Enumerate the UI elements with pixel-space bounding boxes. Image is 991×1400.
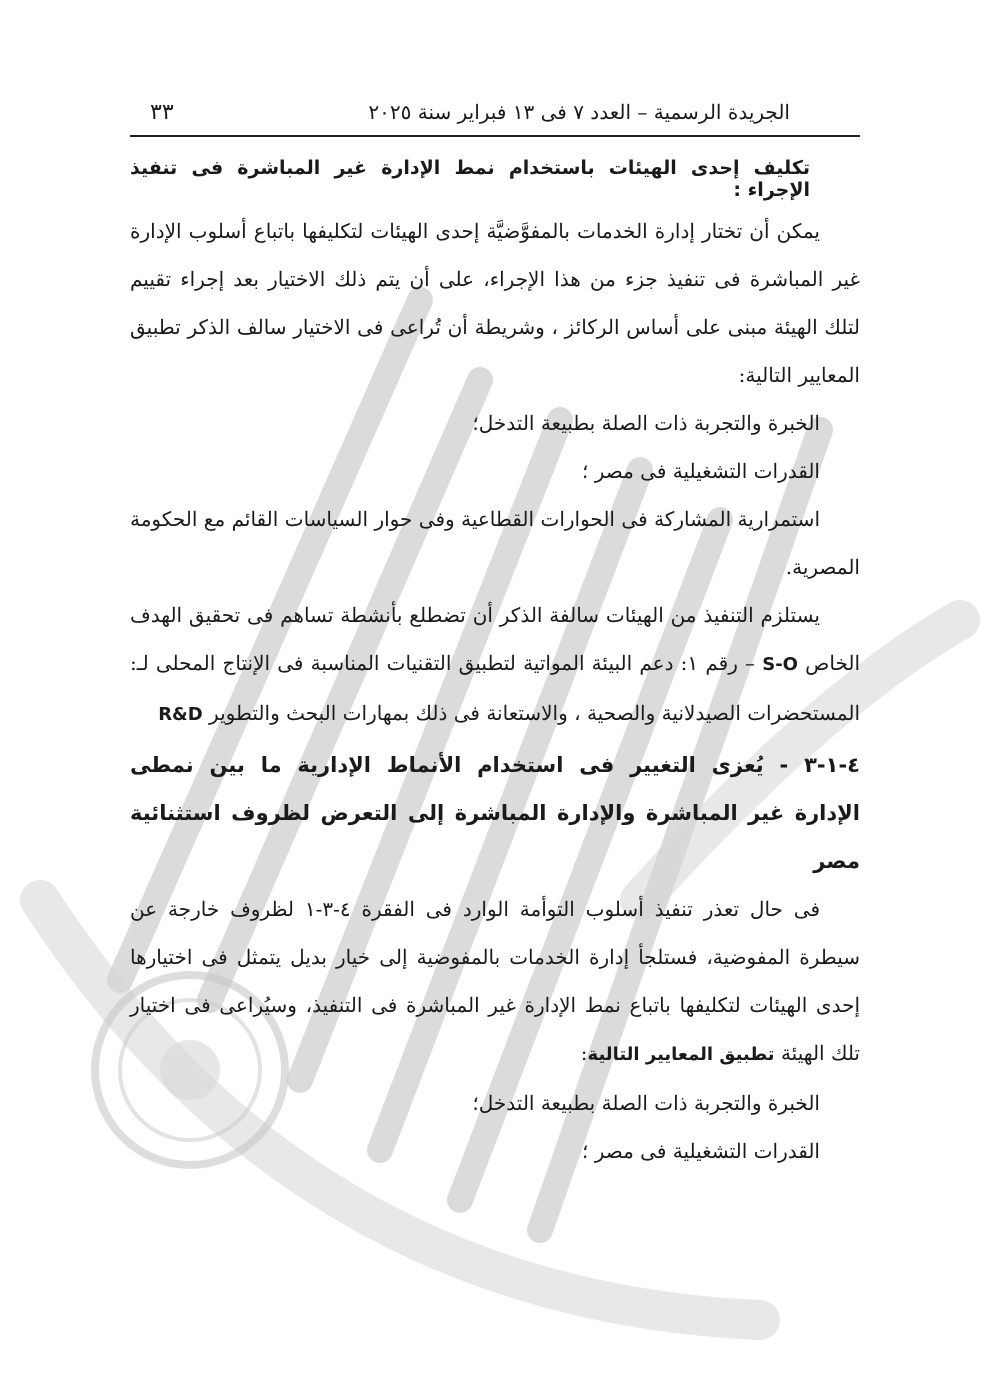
list-item: الخبرة والتجربة ذات الصلة بطبيعة التدخل؛ [472, 411, 820, 435]
paragraph-text: – رقم ١: دعم البيئة المواتية لتطبيق التقنيات المناسبة فى الإنتاج المحلى لـ: المستحضرات الصيدلانية والصحية ، والاستعانة فى ذلك بمهارات البحث والتطوير [130, 651, 860, 725]
subsection-heading [130, 741, 860, 885]
subsection-heading-line: مصر [813, 849, 860, 873]
paragraph [130, 885, 860, 1079]
page-number: ٣٣ [150, 100, 174, 125]
paragraph: استمرارية المشاركة فى الحوارات القطاعية وفى حوار السياسات القائم مع الحكومة المصرية. [130, 507, 860, 579]
list-item: الخبرة والتجربة ذات الصلة بطبيعة التدخل؛ [472, 1091, 820, 1115]
gazette-title: الجريدة الرسمية – العدد ٧ فى ١٣ فبراير سنة ٢٠٢٥ [368, 100, 790, 124]
paragraph-text: فى حال تعذر تنفيذ أسلوب التوأمة الوارد فى الفقرة ٤-٣-١ لظروف خارجة عن سيطرة المفوضية، فستلجأ إدارة الخدمات بالمفوضية إلى خيار بديل يتمثل فى اختيارها إحدى الهيئات لتكليفها باتباع نمط الإدارة غير المباشرة فى التنفيذ، وسيُراعى فى اختيار تلك الهيئة [130, 897, 860, 1065]
rd-code: R&D [158, 704, 203, 725]
objective-code: S-O [762, 654, 798, 675]
paragraph-text: يستلزم التنفيذ من الهيئات سالفة الذكر أن تضطلع بأنشطة تساهم فى تحقيق الهدف الخاص [130, 603, 861, 675]
page-header [130, 100, 860, 137]
list-item: القدرات التشغيلية فى مصر ؛ [581, 1139, 820, 1163]
paragraph: يمكن أن تختار إدارة الخدمات بالمفوَّضيَّة إحدى الهيئات لتكليفها باتباع أسلوب الإدارة غير المباشرة فى تنفيذ جزء من هذا الإجراء، على أن يتم ذلك الاختيار بعد إجراء تقييم لتلك الهيئة مبنى على أساس الركائز ، وشريطة أن تُراعى فى الاختيار سالف الذكر تطبيق المعايير التالية: [130, 219, 860, 387]
section-heading: تكليف إحدى الهيئات باستخدام نمط الإدارة غير المباشرة فى تنفيذ الإجراء : [130, 157, 810, 201]
subsection-heading-line: الإدارة غير المباشرة والإدارة المباشرة إلى التعرض لظروف استثنائية [130, 801, 860, 825]
list-item: القدرات التشغيلية فى مصر ؛ [581, 459, 820, 483]
paragraph [130, 591, 860, 739]
paragraph-end: : [580, 1041, 588, 1065]
document-page [130, 100, 860, 1175]
subsection-heading-line: ٤-١-٣ - يُعزى التغيير فى استخدام الأنماط الإدارية ما بين نمطى [130, 753, 860, 777]
criteria-label: تطبيق المعايير التالية [587, 1044, 775, 1065]
